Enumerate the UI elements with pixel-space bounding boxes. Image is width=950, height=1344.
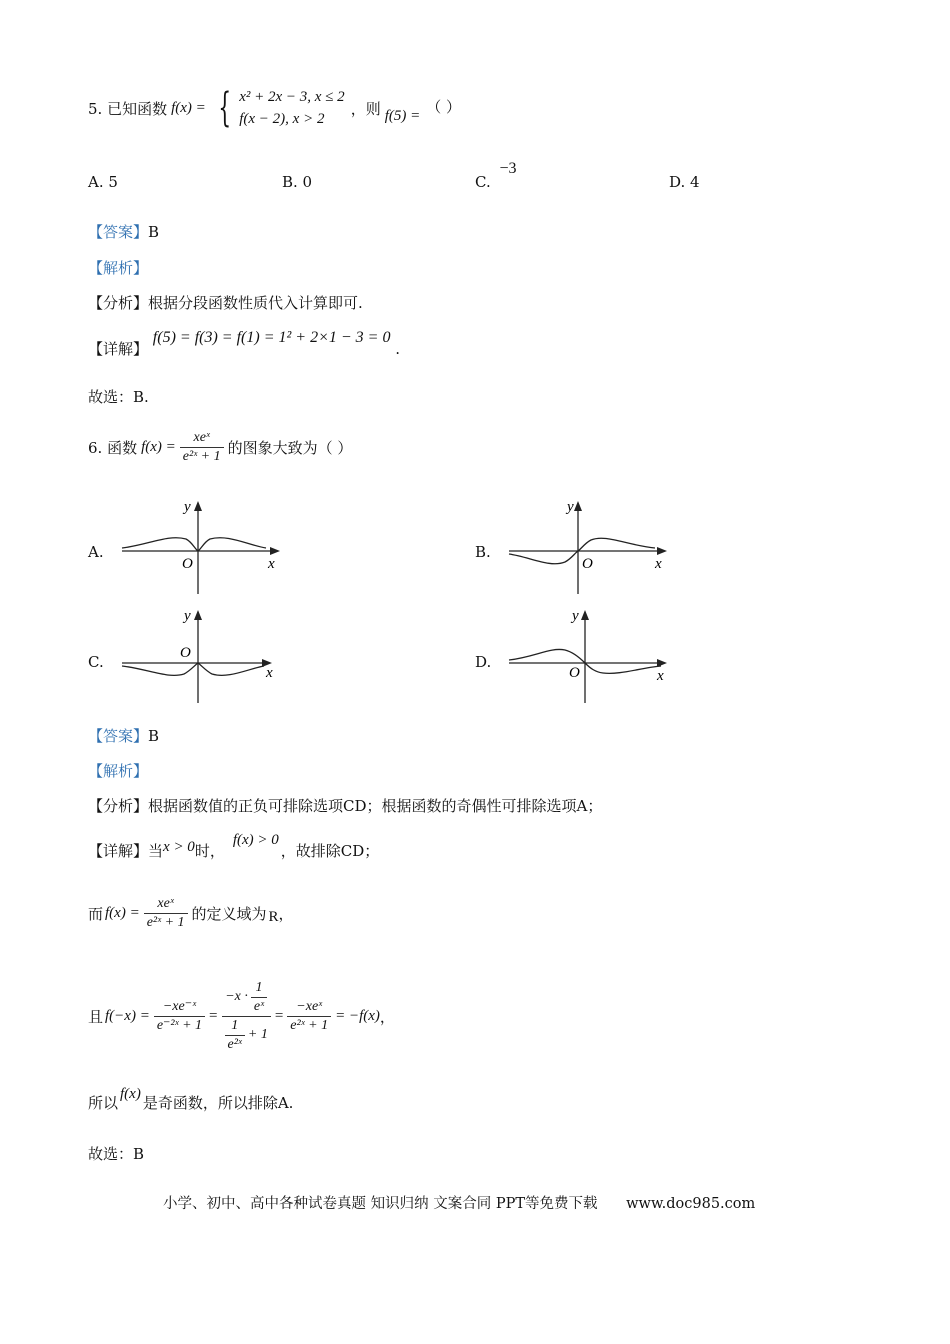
q6-graph-a-label: A. — [88, 543, 104, 561]
q6-fenxi-text: 根据函数值的正负可排除选项CD；根据函数的奇偶性可排除选项A； — [148, 797, 603, 815]
q6-d2-fraction — [144, 895, 188, 932]
q6-graph-d-y: y — [572, 608, 579, 624]
q6-fenxi — [88, 795, 602, 816]
q6-d1-cond: x > 0 — [163, 838, 195, 855]
q6-graph-d-x: x — [657, 668, 664, 684]
q6-graph-b — [505, 496, 675, 596]
q6-d2-a: 而 — [88, 904, 104, 923]
q6-detail-line1 — [88, 832, 379, 868]
q5-xiangjie-end: . — [395, 340, 401, 358]
q5-case2: f(x − 2), x > 2 — [239, 111, 325, 127]
q6-fenxi-tag: 【分析】 — [88, 797, 149, 815]
q5-answer-value: B — [148, 223, 160, 241]
q6-d4-a: 所以 — [88, 1093, 119, 1112]
q6-graph-b-x: x — [655, 556, 662, 572]
q6-d3-f: f(−x) = — [105, 1007, 150, 1024]
q6-detail-line2 — [88, 888, 294, 938]
q6-graph-a-x: x — [268, 556, 275, 572]
q6-d3-num2b: 1 — [251, 979, 267, 998]
q6-d2-num: xeˣ — [144, 895, 188, 914]
q5-option-c-label: C. — [475, 173, 491, 191]
q6-graph-d-o: O — [569, 665, 580, 681]
q6-d3-num1: −xe⁻ˣ — [154, 998, 205, 1017]
q6-detail-line3 — [88, 968, 395, 1064]
q6-answer-tag: 【答案】 — [88, 727, 149, 745]
q6-d3-den1: e⁻²ˣ + 1 — [156, 1017, 203, 1033]
q6-d4-f: f(x) — [120, 1085, 141, 1102]
q5-f-of-x: f(x) = — [171, 99, 206, 116]
q6-fraction-den: e²ˣ + 1 — [182, 448, 221, 464]
q5-option-c — [475, 160, 517, 192]
q6-d1-eq: f(x) > 0 — [232, 831, 279, 848]
q6-graph-a-y: y — [184, 499, 191, 515]
q5-conclusion: 故选：B. — [88, 388, 149, 406]
q6-fraction — [180, 429, 224, 466]
q6-stem — [88, 422, 352, 472]
q5-option-b: B. 0 — [282, 173, 313, 191]
q6-d3-num2c: eˣ — [253, 998, 265, 1014]
q5-stem-prefix: 5. 已知函数 — [88, 99, 168, 118]
q6-graph-d-label: D. — [475, 653, 492, 671]
q5-cases — [239, 86, 344, 130]
q5-option-c-value: −3 — [499, 160, 517, 177]
q5-fenxi-text: 根据分段函数性质代入计算即可. — [148, 294, 363, 312]
q6-fraction-num: xeˣ — [180, 429, 224, 448]
q5-analysis-tag: 【解析】 — [88, 259, 149, 277]
q6-stem-prefix: 6. 函数 — [88, 438, 138, 457]
q6-d3-den3: e²ˣ + 1 — [290, 1017, 329, 1033]
q6-d2-den: e²ˣ + 1 — [146, 914, 185, 930]
q6-d3-fraction-3 — [287, 998, 331, 1035]
q6-f-of-x: f(x) = — [141, 438, 176, 455]
q5-option-a: A. 5 — [88, 173, 118, 191]
q5-xiangjie-eq: f(5) = f(3) = f(1) = 1² + 2×1 − 3 = 0 — [152, 329, 391, 346]
q6-stem-suffix: 的图象大致为（ ） — [227, 438, 353, 457]
q6-d1-a: 当 — [148, 841, 164, 860]
q6-detail-line4 — [88, 1084, 293, 1120]
footer-url[interactable]: www.doc985.com — [626, 1196, 756, 1212]
q6-answer — [88, 725, 159, 746]
q6-d2-b: 的定义域为 — [191, 904, 267, 923]
q6-graph-b-y: y — [567, 499, 574, 515]
q6-analysis-tag: 【解析】 — [88, 762, 149, 780]
q6-conclusion: 故选：B — [88, 1145, 145, 1163]
q5-brace: { — [218, 85, 231, 131]
q6-d2-c: ， — [278, 904, 294, 923]
q6-xiangjie-tag: 【详解】 — [88, 841, 149, 860]
q5-fenxi — [88, 292, 363, 313]
q6-d3-a: 且 — [88, 1007, 104, 1026]
q6-d3-fraction-2 — [222, 979, 271, 1054]
q6-d2-f: f(x) = — [105, 904, 140, 921]
q6-graph-c-label: C. — [88, 653, 104, 671]
q5-answer — [88, 221, 159, 242]
q6-d3-den2 — [222, 1017, 271, 1054]
q6-d3-den2a: 1 — [225, 1017, 245, 1036]
q6-graph-b-label: B. — [475, 543, 491, 561]
q6-graph-c — [118, 605, 288, 705]
q6-d3-den2c: + 1 — [247, 1027, 268, 1042]
q6-d3-tail: = −f(x) — [335, 1007, 380, 1024]
q6-graph-a — [118, 496, 288, 596]
q6-d4-b: 是奇函数，所以排除A. — [142, 1093, 294, 1112]
q6-d1-c: ，故排除CD； — [280, 841, 380, 860]
q6-d3-eq1: = — [209, 1007, 218, 1024]
q6-d3-fraction-1 — [154, 998, 205, 1035]
q5-stem — [88, 80, 461, 136]
q6-graph-c-y: y — [184, 608, 191, 624]
q5-f5: f(5) = — [384, 107, 421, 124]
q6-d3-den2-inner — [225, 1017, 245, 1054]
q6-d3-num3: −xeˣ — [287, 998, 331, 1017]
q5-option-d: D. 4 — [669, 173, 700, 191]
q6-graph-a-o: O — [182, 556, 193, 572]
q6-graph-d — [505, 605, 675, 705]
q6-graph-c-o: O — [180, 645, 191, 661]
q5-blank: （ ） — [426, 97, 462, 116]
q5-xiangjie-tag: 【详解】 — [88, 340, 149, 358]
q6-graph-b-o: O — [582, 556, 593, 572]
q5-case1: x² + 2x − 3, x ≤ 2 — [239, 89, 345, 105]
q6-d3-num2 — [222, 979, 271, 1017]
q6-graph-c-x: x — [266, 665, 273, 681]
q6-d3-eq2: = — [274, 1007, 284, 1024]
footer — [163, 1192, 755, 1213]
q6-d3-num2a: −x · — [225, 989, 248, 1004]
q5-stem-mid: ，则 — [350, 99, 381, 118]
q6-d1-b: 时， — [194, 841, 225, 860]
footer-text: 小学、初中、高中各种试卷真题 知识归纳 文案合同 PPT等免费下载 — [163, 1196, 598, 1212]
q6-d2-R: R — [268, 908, 279, 925]
q6-d3-num2-inner — [251, 979, 267, 1016]
q6-answer-value: B — [148, 727, 160, 745]
q6-d3-end: ， — [379, 1007, 395, 1026]
q6-d3-den2b: e²ˣ — [227, 1036, 242, 1052]
q5-answer-tag: 【答案】 — [88, 223, 149, 241]
q5-fenxi-tag: 【分析】 — [88, 294, 149, 312]
q5-xiangjie — [88, 326, 401, 358]
